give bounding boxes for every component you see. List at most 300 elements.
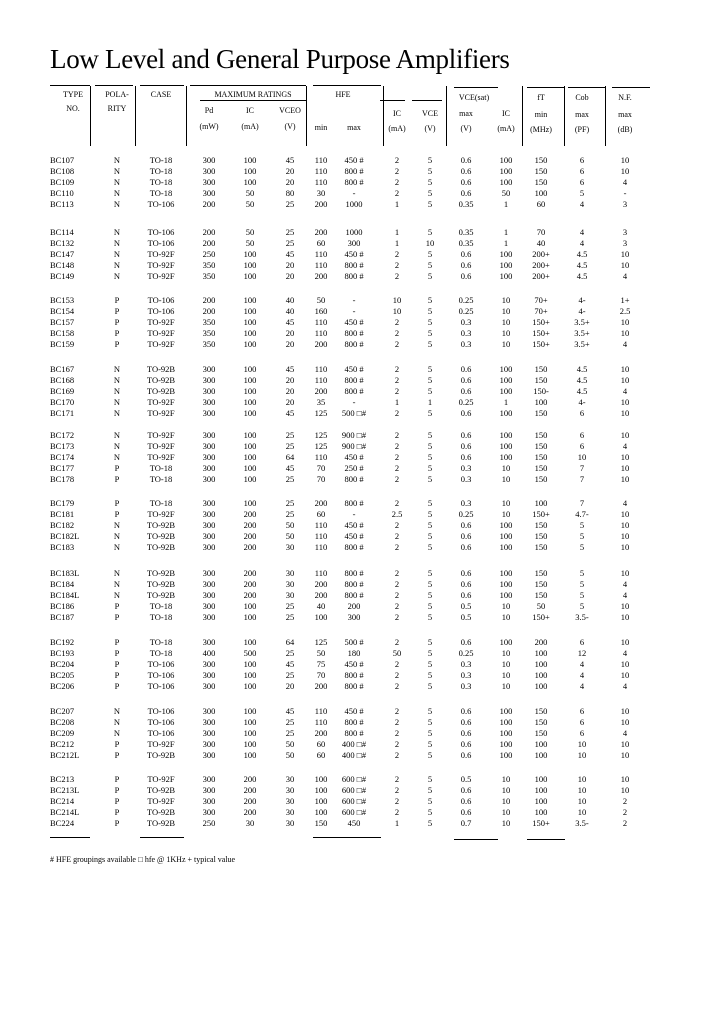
cell-pd: 250 [202, 248, 216, 259]
cell-hfe-min: 110 [314, 364, 328, 374]
cell-case: TO-92F [147, 738, 175, 749]
cell-hfe-min: 110 [314, 716, 328, 727]
cell-type: BC132 [50, 237, 75, 248]
cell-polarity: P [114, 680, 120, 691]
table-rule [50, 85, 90, 86]
table-divider [186, 86, 187, 146]
cell-hfe-max: - [352, 295, 356, 305]
cell-hfe-ic: 2 [394, 165, 400, 176]
cell-hfe-ic: 2 [394, 784, 400, 795]
cell-nf-max: 10 [620, 568, 630, 578]
cell-vceo: 20 [285, 385, 295, 396]
cell-cob-max: 4.5 [576, 248, 588, 259]
cell-case: TO-92B [146, 374, 176, 385]
cell-nf-max: 3 [622, 227, 628, 237]
cell-cob-max: 10 [577, 806, 587, 817]
cell-case: TO-92F [147, 327, 175, 338]
cell-nf-max: 10 [620, 749, 630, 760]
cell-ic: 100 [243, 738, 257, 749]
cell-vce-sat-max: 0.25 [458, 508, 474, 519]
cell-hfe-max: 600 □# [341, 795, 367, 806]
cell-vce-sat-ic: 100 [499, 578, 513, 589]
cell-ft-min: 150+ [532, 327, 550, 338]
cell-vce-sat-ic: 100 [499, 568, 513, 578]
table-rule [454, 87, 498, 88]
cell-hfe-ic: 2 [394, 519, 400, 530]
cell-cob-max: 4- [578, 305, 586, 316]
cell-vceo: 20 [285, 270, 295, 281]
cell-vceo: 30 [285, 817, 295, 828]
cell-nf-max: 4 [622, 440, 628, 451]
table-rule [412, 100, 442, 101]
cell-hfe-ic: 1 [394, 237, 400, 248]
cell-vce-sat-max: 0.3 [460, 316, 472, 327]
cell-case: TO-106 [147, 706, 175, 716]
cell-vce-sat-max: 0.6 [460, 589, 472, 600]
cell-hfe-vce: 5 [427, 611, 433, 622]
cell-ft-min: 150 [534, 155, 548, 165]
cell-vceo: 25 [285, 647, 295, 658]
cell-nf-max: 10 [620, 316, 630, 327]
table-rule [313, 837, 381, 838]
cell-vce-sat-ic: 100 [499, 248, 513, 259]
cell-vce-sat-ic: 10 [501, 658, 511, 669]
cell-hfe-vce: 5 [427, 706, 433, 716]
cell-cob-max: 4 [579, 227, 585, 237]
cell-hfe-min: 200 [314, 498, 328, 508]
cell-hfe-vce: 5 [427, 508, 433, 519]
cell-ic: 50 [245, 187, 255, 198]
cell-hfe-ic: 2 [394, 338, 400, 349]
cell-vce-sat-ic: 100 [499, 176, 513, 187]
cell-hfe-vce: 5 [427, 637, 433, 647]
cell-hfe-min: 110 [314, 327, 328, 338]
cell-hfe-min: 200 [314, 270, 328, 281]
cell-case: TO-18 [149, 462, 173, 473]
cell-vce-sat-max: 0.6 [460, 541, 472, 552]
cell-ic: 100 [243, 440, 257, 451]
cell-nf-max: 10 [620, 165, 630, 176]
cell-hfe-ic: 2 [394, 364, 400, 374]
cell-hfe-vce: 5 [427, 187, 433, 198]
cell-nf-max: 4 [622, 385, 628, 396]
cell-cob-max: 5 [579, 530, 585, 541]
cell-hfe-max: 800 # [344, 327, 364, 338]
cell-vce-sat-ic: 100 [499, 738, 513, 749]
cell-case: TO-92B [146, 817, 176, 828]
cell-ft-min: 150 [534, 706, 548, 716]
cell-pd: 300 [202, 165, 216, 176]
cell-hfe-max: 800 # [344, 727, 364, 738]
cell-type: BC183L [50, 568, 80, 578]
cell-hfe-min: 70 [316, 462, 326, 473]
cell-cob-max: 10 [577, 749, 587, 760]
cell-hfe-min: 200 [314, 338, 328, 349]
cell-ft-min: 100 [534, 795, 548, 806]
cell-hfe-min: 200 [314, 385, 328, 396]
cell-ic: 100 [243, 316, 257, 327]
cell-hfe-ic: 2 [394, 451, 400, 462]
cell-nf-max: 10 [620, 396, 630, 407]
cell-vce-sat-max: 0.6 [460, 568, 472, 578]
cell-ic: 100 [243, 680, 257, 691]
table-divider [564, 86, 565, 146]
unit-hfe-ic: (mA) [388, 124, 406, 133]
cell-cob-max: 6 [579, 430, 585, 440]
cell-ic: 200 [243, 774, 257, 784]
cell-ic: 100 [243, 473, 257, 484]
cell-vce-sat-max: 0.3 [460, 462, 472, 473]
cell-vce-sat-ic: 10 [501, 508, 511, 519]
cell-ic: 200 [243, 806, 257, 817]
cell-type: BC182L [50, 530, 80, 541]
cell-ft-min: 100 [534, 738, 548, 749]
cell-vce-sat-ic: 1 [503, 198, 509, 209]
cell-ic: 100 [243, 600, 257, 611]
cell-case: TO-92B [146, 519, 176, 530]
table-divider [306, 86, 307, 146]
cell-nf-max: 3 [622, 237, 628, 248]
cell-hfe-max: 1000 [345, 227, 363, 237]
cell-vce-sat-ic: 10 [501, 611, 511, 622]
cell-cob-max: 3.5+ [574, 316, 590, 327]
cell-type: BC206 [50, 680, 75, 691]
cell-polarity: P [114, 669, 120, 680]
cell-cob-max: 6 [579, 637, 585, 647]
cell-hfe-min: 110 [314, 530, 328, 541]
cell-type: BC149 [50, 270, 75, 281]
cell-ic: 200 [243, 541, 257, 552]
cell-pd: 300 [202, 364, 216, 374]
cell-vce-sat-max: 0.6 [460, 716, 472, 727]
cell-hfe-ic: 2 [394, 589, 400, 600]
cell-hfe-vce: 5 [427, 473, 433, 484]
cell-hfe-vce: 5 [427, 451, 433, 462]
cell-vceo: 20 [285, 338, 295, 349]
cell-hfe-max: 800 # [344, 374, 364, 385]
cell-hfe-max: 800 # [344, 176, 364, 187]
cell-hfe-ic: 2 [394, 795, 400, 806]
cell-hfe-max: 450 # [344, 451, 364, 462]
cell-nf-max: 4 [622, 270, 628, 281]
cell-hfe-min: 110 [314, 176, 328, 187]
cell-ic: 200 [243, 508, 257, 519]
cell-hfe-vce: 5 [427, 817, 433, 828]
cell-hfe-min: 50 [316, 295, 326, 305]
cell-polarity: P [114, 774, 120, 784]
cell-vce-sat-max: 0.6 [460, 248, 472, 259]
cell-polarity: P [114, 749, 120, 760]
cell-polarity: P [114, 316, 120, 327]
cell-hfe-ic: 50 [392, 647, 402, 658]
cell-case: TO-92B [146, 784, 176, 795]
cell-hfe-min: 200 [314, 198, 328, 209]
cell-hfe-ic: 2 [394, 568, 400, 578]
cell-nf-max: 4 [622, 578, 628, 589]
cell-polarity: P [114, 295, 120, 305]
cell-hfe-max: 300 [347, 611, 361, 622]
cell-case: TO-106 [147, 227, 175, 237]
cell-pd: 350 [202, 259, 216, 270]
cell-hfe-ic: 2 [394, 706, 400, 716]
table-rule [454, 839, 498, 840]
cell-case: TO-18 [149, 498, 173, 508]
cell-pd: 300 [202, 774, 216, 784]
cell-hfe-ic: 2 [394, 669, 400, 680]
cell-cob-max: 4 [579, 680, 585, 691]
header-vceo: VCEO [279, 106, 301, 115]
cell-nf-max: 10 [620, 327, 630, 338]
cell-hfe-max: 400 □# [341, 749, 367, 760]
cell-hfe-min: 110 [314, 519, 328, 530]
cell-pd: 300 [202, 508, 216, 519]
cell-type: BC147 [50, 248, 75, 259]
cell-nf-max: 4 [622, 176, 628, 187]
cell-polarity: N [113, 176, 121, 187]
cell-hfe-ic: 1 [394, 198, 400, 209]
cell-hfe-min: 30 [316, 187, 326, 198]
cell-case: TO-92B [146, 385, 176, 396]
cell-nf-max: 4 [622, 647, 628, 658]
cell-pd: 250 [202, 817, 216, 828]
cell-hfe-min: 100 [314, 795, 328, 806]
cell-vce-sat-ic: 1 [503, 237, 509, 248]
cell-hfe-ic: 2 [394, 716, 400, 727]
cell-case: TO-92B [146, 806, 176, 817]
header-cob-max: max [575, 110, 589, 119]
cell-case: TO-92F [147, 795, 175, 806]
cell-case: TO-92F [147, 316, 175, 327]
cell-type: BC181 [50, 508, 75, 519]
cell-vceo: 45 [285, 155, 295, 165]
cell-hfe-min: 110 [314, 259, 328, 270]
cell-ic: 200 [243, 578, 257, 589]
cell-polarity: N [113, 568, 121, 578]
cell-hfe-vce: 5 [427, 165, 433, 176]
cell-pd: 300 [202, 784, 216, 795]
cell-ft-min: 70 [536, 227, 546, 237]
header-vce-sat: VCE(sat) [458, 93, 490, 102]
cell-polarity: N [113, 237, 121, 248]
cell-hfe-min: 200 [314, 227, 328, 237]
cell-pd: 350 [202, 270, 216, 281]
cell-type: BC172 [50, 430, 75, 440]
cell-vce-sat-max: 0.3 [460, 498, 472, 508]
cell-cob-max: 4.7- [575, 508, 589, 519]
footnote: # HFE groupings available □ hfe @ 1KHz + typical value [50, 855, 236, 864]
cell-vce-sat-ic: 100 [499, 716, 513, 727]
cell-type: BC110 [50, 187, 74, 198]
cell-vce-sat-max: 0.3 [460, 669, 472, 680]
cell-vce-sat-max: 0.25 [458, 396, 474, 407]
cell-ic: 100 [243, 451, 257, 462]
unit-vceo: (V) [284, 122, 296, 131]
cell-vceo: 20 [285, 259, 295, 270]
cell-case: TO-18 [149, 473, 173, 484]
cell-cob-max: 7 [579, 462, 585, 473]
cell-hfe-min: 60 [316, 738, 326, 749]
cell-ft-min: 150+ [532, 316, 550, 327]
cell-cob-max: 10 [577, 795, 587, 806]
cell-type: BC114 [50, 227, 74, 237]
cell-vceo: 50 [285, 530, 295, 541]
cell-vceo: 40 [285, 295, 295, 305]
cell-polarity: P [114, 738, 120, 749]
cell-hfe-max: 500 # [344, 637, 364, 647]
cell-vce-sat-ic: 10 [501, 669, 511, 680]
cell-polarity: N [113, 451, 121, 462]
cell-hfe-ic: 1 [394, 227, 400, 237]
cell-vceo: 30 [285, 541, 295, 552]
header-hfe-ic: IC [393, 109, 401, 118]
header-cob: Cob [575, 93, 589, 102]
table-rule [200, 100, 306, 101]
cell-pd: 300 [202, 716, 216, 727]
cell-hfe-max: 450 [347, 817, 361, 828]
cell-hfe-max: - [352, 508, 356, 519]
cell-vce-sat-max: 0.25 [458, 295, 474, 305]
cell-vce-sat-ic: 100 [499, 259, 513, 270]
cell-pd: 300 [202, 611, 216, 622]
cell-ft-min: 150+ [532, 338, 550, 349]
cell-pd: 300 [202, 498, 216, 508]
cell-pd: 300 [202, 541, 216, 552]
cell-ic: 200 [243, 589, 257, 600]
cell-hfe-max: 450 # [344, 364, 364, 374]
cell-vce-sat-ic: 100 [499, 589, 513, 600]
cell-hfe-min: 125 [314, 637, 328, 647]
cell-vce-sat-ic: 100 [499, 451, 513, 462]
cell-hfe-min: 60 [316, 237, 326, 248]
cell-polarity: N [113, 364, 121, 374]
cell-hfe-min: 110 [314, 451, 328, 462]
table-divider [90, 86, 91, 146]
cell-ft-min: 150 [534, 541, 548, 552]
cell-hfe-max: 800 # [344, 270, 364, 281]
cell-hfe-min: 160 [314, 305, 328, 316]
cell-hfe-max: 450 # [344, 658, 364, 669]
unit-cob: (PF) [574, 125, 590, 134]
cell-ft-min: 200+ [532, 259, 550, 270]
cell-hfe-min: 150 [314, 817, 328, 828]
cell-ft-min: 150 [534, 727, 548, 738]
cell-vce-sat-ic: 1 [503, 396, 509, 407]
cell-hfe-ic: 2 [394, 462, 400, 473]
cell-case: TO-106 [147, 658, 175, 669]
cell-vce-sat-ic: 100 [499, 407, 513, 418]
cell-type: BC213 [50, 774, 75, 784]
cell-polarity: N [113, 541, 121, 552]
cell-type: BC179 [50, 498, 75, 508]
cell-nf-max: 4 [622, 589, 628, 600]
cell-ic: 200 [243, 519, 257, 530]
cell-type: BC186 [50, 600, 75, 611]
cell-hfe-min: 110 [314, 248, 328, 259]
cell-vceo: 50 [285, 519, 295, 530]
cell-ic: 100 [243, 407, 257, 418]
cell-hfe-ic: 2 [394, 749, 400, 760]
cell-nf-max: 10 [620, 259, 630, 270]
cell-ft-min: 150 [534, 407, 548, 418]
cell-nf-max: 10 [620, 716, 630, 727]
cell-ft-min: 150 [534, 165, 548, 176]
cell-vce-sat-ic: 10 [501, 462, 511, 473]
cell-ft-min: 70+ [534, 295, 548, 305]
cell-hfe-min: 60 [316, 749, 326, 760]
cell-vceo: 45 [285, 248, 295, 259]
cell-vce-sat-ic: 10 [501, 498, 511, 508]
cell-case: TO-92F [147, 774, 175, 784]
cell-hfe-max: 800 # [344, 568, 364, 578]
cell-hfe-vce: 5 [427, 568, 433, 578]
cell-vce-sat-ic: 100 [499, 374, 513, 385]
cell-case: TO-18 [149, 155, 173, 165]
unit-nf: (dB) [617, 125, 633, 134]
cell-hfe-vce: 5 [427, 176, 433, 187]
cell-vce-sat-max: 0.35 [458, 237, 474, 248]
cell-hfe-ic: 2 [394, 259, 400, 270]
cell-vce-sat-max: 0.6 [460, 270, 472, 281]
cell-hfe-vce: 5 [427, 407, 433, 418]
cell-hfe-vce: 5 [427, 669, 433, 680]
cell-ft-min: 150 [534, 530, 548, 541]
cell-hfe-vce: 5 [427, 270, 433, 281]
header-type-no: NO. [66, 104, 80, 113]
cell-hfe-ic: 2 [394, 498, 400, 508]
cell-ic: 100 [243, 305, 257, 316]
cell-case: TO-18 [149, 600, 173, 611]
cell-nf-max: 10 [620, 248, 630, 259]
cell-vce-sat-max: 0.6 [460, 187, 472, 198]
cell-vceo: 40 [285, 305, 295, 316]
cell-pd: 200 [202, 227, 216, 237]
cell-ic: 100 [243, 270, 257, 281]
cell-vceo: 25 [285, 440, 295, 451]
cell-ic: 100 [243, 716, 257, 727]
cell-nf-max: 10 [620, 600, 630, 611]
cell-polarity: N [113, 187, 121, 198]
cell-type: BC177 [50, 462, 75, 473]
cell-type: BC192 [50, 637, 75, 647]
cell-hfe-max: 400 □# [341, 738, 367, 749]
cell-hfe-max: 500 □# [341, 407, 367, 418]
cell-pd: 300 [202, 749, 216, 760]
cell-ic: 100 [243, 295, 257, 305]
cell-nf-max: 10 [620, 774, 630, 784]
cell-vceo: 25 [285, 669, 295, 680]
cell-nf-max: 10 [620, 374, 630, 385]
cell-case: TO-92F [147, 248, 175, 259]
cell-vce-sat-max: 0.6 [460, 440, 472, 451]
cell-hfe-ic: 10 [392, 295, 402, 305]
cell-type: BC109 [50, 176, 75, 187]
cell-ft-min: 40 [536, 237, 546, 248]
cell-ic: 200 [243, 784, 257, 795]
cell-ic: 50 [245, 237, 255, 248]
cell-vce-sat-ic: 10 [501, 295, 511, 305]
cell-polarity: N [113, 155, 121, 165]
cell-hfe-max: 800 # [344, 680, 364, 691]
cell-pd: 300 [202, 727, 216, 738]
cell-polarity: P [114, 784, 120, 795]
cell-vce-sat-max: 0.6 [460, 259, 472, 270]
cell-hfe-max: 450 # [344, 530, 364, 541]
table-divider [135, 86, 136, 146]
cell-vce-sat-max: 0.6 [460, 364, 472, 374]
cell-hfe-max: 800 # [344, 669, 364, 680]
cell-polarity: P [114, 647, 120, 658]
cell-cob-max: 6 [579, 716, 585, 727]
